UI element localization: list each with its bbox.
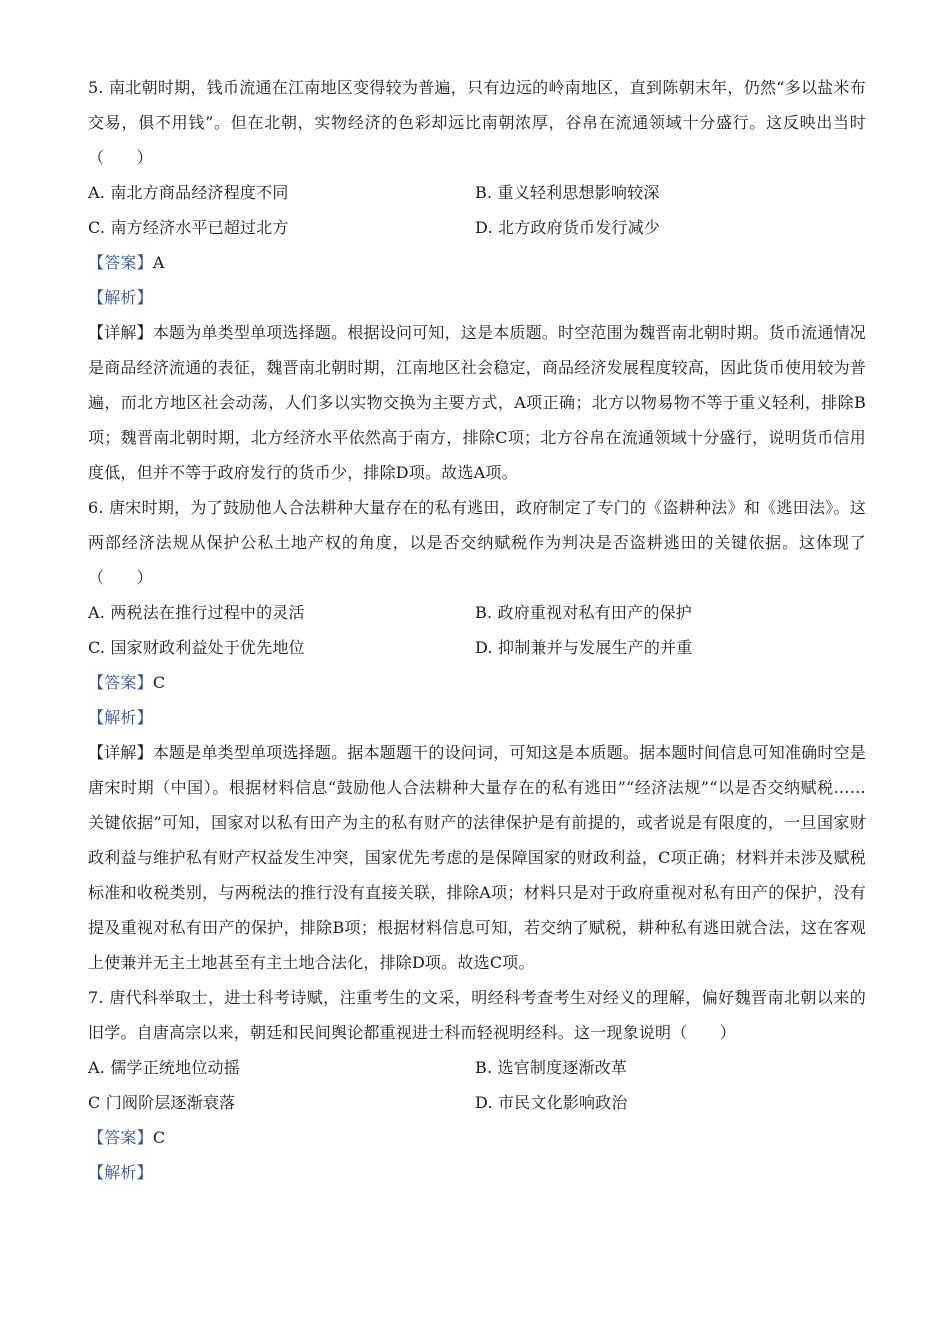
q5-detail-paragraph — [88, 315, 866, 490]
q6-options — [88, 595, 866, 665]
q6-option-b: B. 政府重视对私有田产的保护 — [475, 603, 692, 622]
q7-analysis-tag: 【解析】 — [88, 1163, 153, 1182]
q6-detail-paragraph — [88, 735, 866, 980]
q6-answer-line — [88, 665, 866, 700]
q5-options — [88, 175, 866, 245]
q7-options — [88, 1050, 866, 1120]
q5-option-c: C. 南方经济水平已超过北方 — [88, 218, 289, 237]
q7-answer: C — [152, 1128, 166, 1147]
q7-option-a: A. 儒学正统地位动摇 — [88, 1058, 240, 1077]
q7-option-c: C 门阀阶层逐渐衰落 — [88, 1093, 236, 1112]
q5-answer-line — [88, 245, 866, 280]
q5-analysis-line — [88, 280, 866, 315]
q6-option-d: D. 抑制兼并与发展生产的并重 — [475, 638, 693, 657]
q6-option-c: C. 国家财政利益处于优先地位 — [88, 638, 305, 657]
q5-answer-tag: 【答案】 — [88, 253, 153, 272]
q6-detail-text: 本题是单类型单项选择题。据本题题干的设问词，可知这是本质题。据本题时间信息可知准确时空是唐宋时期（中国）。根据材料信息“鼓励他人合法耕种大量存在的私有逃田”“经济法规”“以是否交纳赋税……关键依据”可知，国家对以私有田产为主的私有财产的法律保护是有前提的，或者说是有限度的，一旦国家财政利益与维护私有财产权益发生冲突，国家优先考虑的是保障国家的财政利益，C项正确；材料并未涉及赋税标准和收税类别，与两税法的推行没有直接关联，排除A项；材料只是对于政府重视对私有田产的保护，没有提及重视对私有田产的保护，排除B项；根据材料信息可知，若交纳了赋税，耕种私有逃田就合法，这在客观上使兼并无主土地甚至有主土地合法化，排除D项。故选C项。 — [88, 743, 866, 972]
q7-stem: 7. 唐代科举取士，进士科考诗赋，注重考生的文采，明经科考查考生对经义的理解，偏好魏晋南北朝以来的旧学。自唐高宗以来，朝廷和民间舆论都重视进士科而轻视明经科。这一现象说明（ ） — [88, 988, 866, 1042]
q5-answer: A — [152, 253, 165, 272]
q5-analysis-tag: 【解析】 — [88, 288, 153, 307]
q6-option-a: A. 两税法在推行过程中的灵活 — [88, 603, 305, 622]
q6-answer: C — [152, 673, 166, 692]
q6-answer-tag: 【答案】 — [88, 673, 153, 692]
q6-stem: 6. 唐宋时期，为了鼓励他人合法耕种大量存在的私有逃田，政府制定了专门的《盗耕种法》和《逃田法》。这两部经济法规从保护公私土地产权的角度，以是否交纳赋税作为判决是否盗耕逃田的关键依据。这体现了（ ） — [88, 498, 866, 587]
document-page — [88, 70, 866, 1190]
q7-option-d: D. 市民文化影响政治 — [475, 1093, 628, 1112]
q5-detail-text: 本题为单类型单项选择题。根据设问可知，这是本质题。时空范围为魏晋南北朝时期。货币流通情况是商品经济流通的表征，魏晋南北朝时期，江南地区社会稳定，商品经济发展程度较高，因此货币使用较为普遍，而北方地区社会动荡，人们多以实物交换为主要方式，A项正确；北方以物易物不等于重义轻利，排除B项；魏晋南北朝时期，北方经济水平依然高于南方，排除C项；北方谷帛在流通领域十分盛行，说明货币信用度低，但并不等于政府发行的货币少，排除D项。故选A项。 — [88, 323, 866, 482]
q5-option-a: A. 南北方商品经济程度不同 — [88, 183, 289, 202]
q7-answer-tag: 【答案】 — [88, 1128, 153, 1147]
q6-analysis-tag: 【解析】 — [88, 708, 153, 727]
q6-analysis-line — [88, 700, 866, 735]
q5-option-d: D. 北方政府货币发行减少 — [475, 218, 661, 237]
q5-detail-tag: 【详解】 — [88, 323, 153, 342]
q7-analysis-line — [88, 1155, 866, 1190]
q5-option-b: B. 重义轻利思想影响较深 — [475, 183, 660, 202]
q6-detail-tag: 【详解】 — [88, 743, 153, 762]
q7-option-b: B. 选官制度逐渐改革 — [475, 1058, 628, 1077]
q5-stem: 5. 南北朝时期，钱币流通在江南地区变得较为普遍，只有边远的岭南地区，直到陈朝末年，仍然“多以盐米布交易，俱不用钱”。但在北朝，实物经济的色彩却远比南朝浓厚，谷帛在流通领域十分盛行。这反映出当时（ ） — [88, 78, 866, 167]
q7-answer-line — [88, 1120, 866, 1155]
